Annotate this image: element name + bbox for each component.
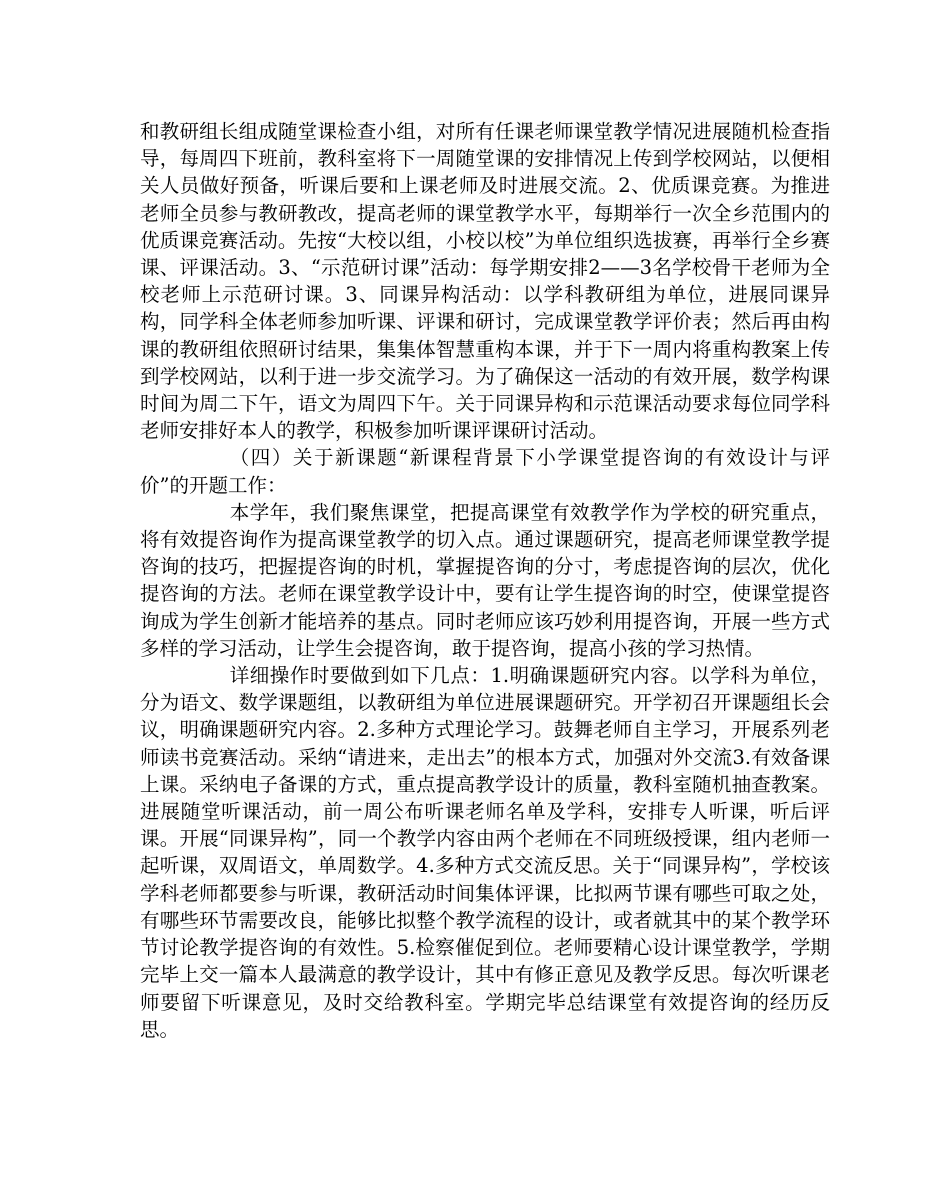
paragraph-operation-details: 详细操作时要做到如下几点：1.明确课题研究内容。以学科为单位，分为语文、数学课题组，以教研组为单位进展课题研究。开学初召开课题组长会议，明确课题研究内容。2.多种方式理论学习。鼓舞老师自主学习，开展系列老师读书竞赛活动。采纳“请进来，走出去”的根本方式，加强对外交流3.有效备课上课。采纳电子备课的方式，重点提高教学设计的质量，教科室随机抽查教案。进展随堂听课活动，前一周公布听课老师名单及学科，安排专人听课，听后评课。开展“同课异构”，同一个教学内容由两个老师在不同班级授课，组内老师一起听课，双周语文，单周数学。4.多种方式交流反思。关于“同课异构”，学校该学科老师都要参与听课，教研活动时间集体评课，比拟两节课有哪些可取之处，有哪些环节需要改良，能够比拟整个教学流程的设计，或者就其中的某个教学环节讨论教学提咨询的有效性。5.检察催促到位。老师要精心设计课堂教学，学期完毕上交一篇本人最满意的教学设计，其中有修正意见及教学反思。每次听课老师要留下听课意见，及时交给教科室。学期完毕总结课堂有效提咨询的经历反思。 [140,664,830,1041]
document-page [140,118,830,1043]
paragraph-research-focus: 本学年，我们聚焦课堂，把提高课堂有效教学作为学校的研究重点，将有效提咨询作为提高课堂教学的切入点。通过课题研究，提高老师课堂教学提咨询的技巧，把握提咨询的时机，掌握提咨询的分寸，考虑提咨询的层次，优化提咨询的方法。老师在课堂教学设计中，要有让学生提咨询的时空，使课堂提咨询成为学生创新才能培养的基点。同时老师应该巧妙利用提咨询，开展一些方式多样的学习活动，让学生会提咨询，敢于提咨询，提高小孩的学习热情。 [140,500,830,660]
section-heading-new-topic: （四）关于新课题“新课程背景下小学课堂提咨询的有效设计与评价”的开题工作： [140,446,830,497]
paragraph-continued-activities: 和教研组长组成随堂课检查小组，对所有任课老师课堂教学情况进展随机检查指导，每周四下班前，教科室将下一周随堂课的安排情况上传到学校网站，以便相关人员做好预备，听课后要和上课老师及时进展交流。2、优质课竞赛。为推进老师全员参与教研教改，提高老师的课堂教学水平，每期举行一次全乡范围内的优质课竞赛活动。先按“大校以组，小校以校”为单位组织选拔赛，再举行全乡赛课、评课活动。3、“示范研讨课”活动：每学期安排2——3名学校骨干老师为全校老师上示范研讨课。3、同课异构活动：以学科教研组为单位，进展同课异构，同学科全体老师参加听课、评课和研讨，完成课堂教学评价表；然后再由构课的教研组依照研讨结果，集集体智慧重构本课，并于下一周内将重构教案上传到学校网站，以利于进一步交流学习。为了确保这一活动的有效开展，数学构课时间为周二下午，语文为周四下午。关于同课异构和示范课活动要求每位同学科老师安排好本人的教学，积极参加听课评课研讨活动。 [140,120,830,443]
